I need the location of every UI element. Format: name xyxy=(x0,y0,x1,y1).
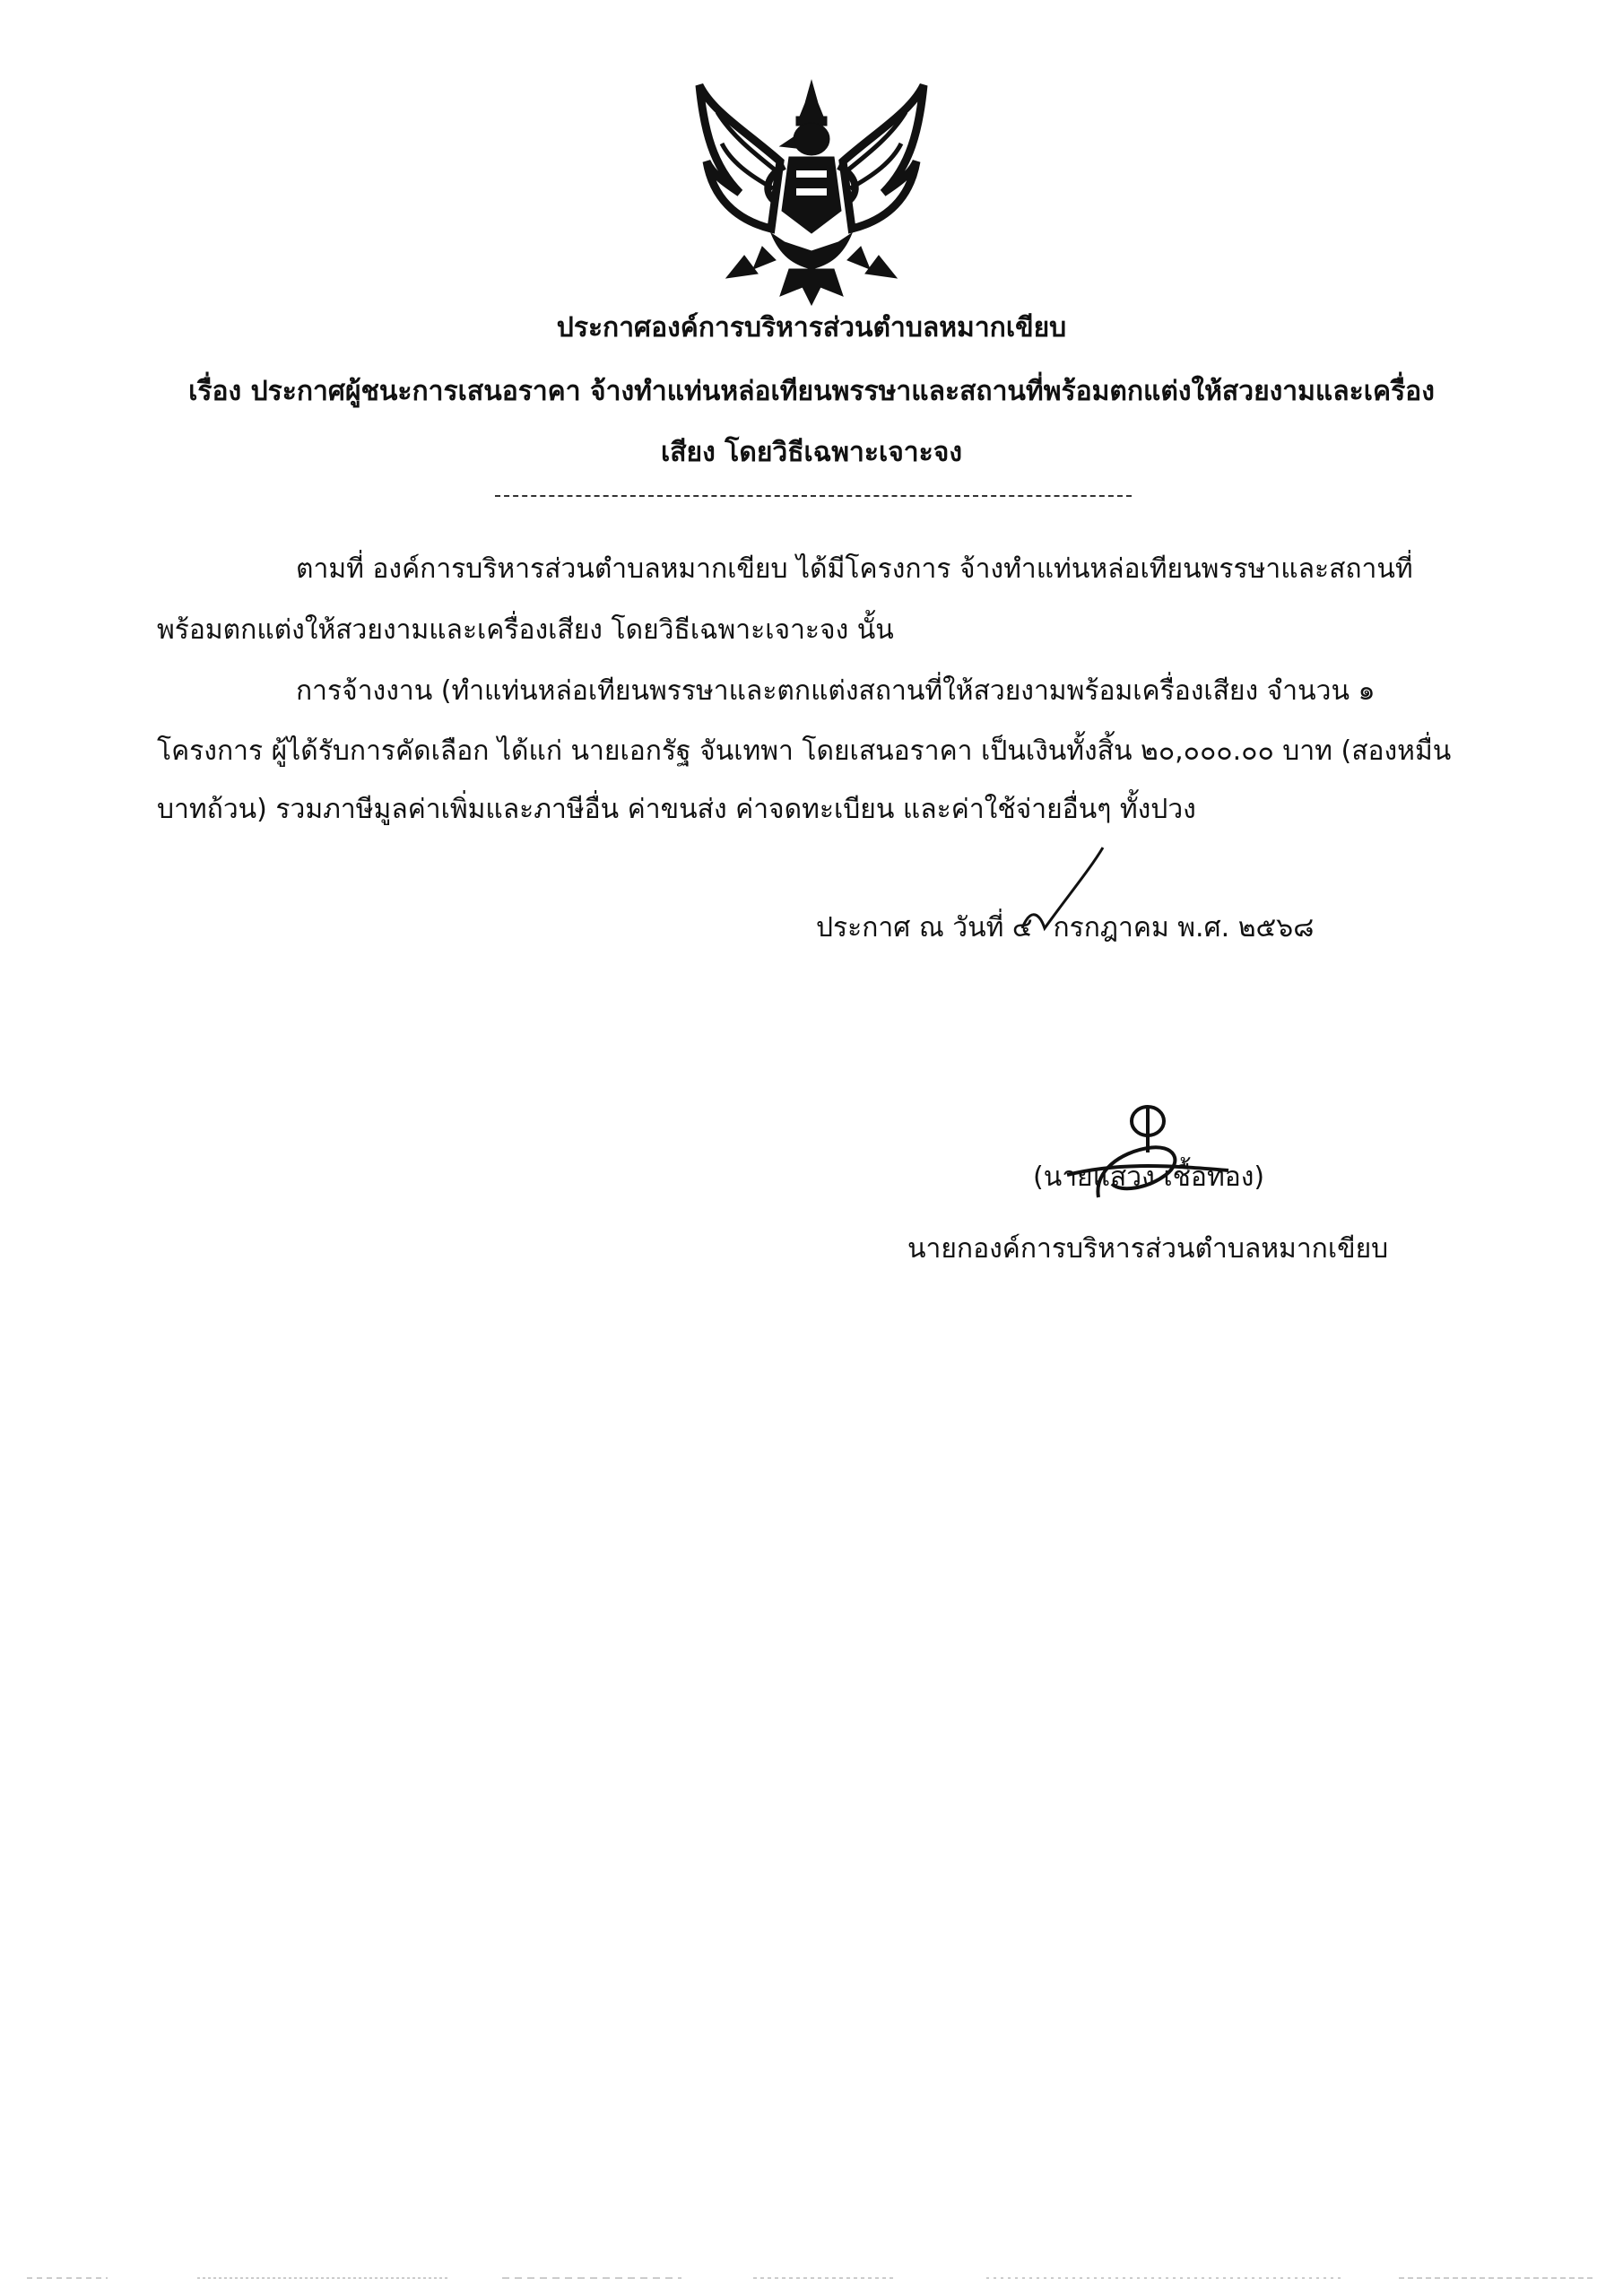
handwritten-date-mark-icon xyxy=(1013,843,1112,942)
section-divider xyxy=(495,495,1132,497)
signatory-name: (นายแสวง เชื้อทอง) xyxy=(1033,1161,1265,1193)
announcement-title: ประกาศองค์การบริหารส่วนตำบลหมากเขียบ xyxy=(556,312,1067,344)
paragraph-2-line-3: บาทถ้วน) รวมภาษีมูลค่าเพิ่มและภาษีอื่น ค่าขนส่ง ค่าจดทะเบียน และค่าใช้จ่ายอื่นๆ ทั้งปวง xyxy=(157,794,1196,825)
garuda-emblem-icon xyxy=(690,76,933,314)
subject-line-continued: เสียง โดยวิธีเฉพาะเจาะจง xyxy=(660,437,962,468)
paragraph-1-line-2: พร้อมตกแต่งให้สวยงามและเครื่องเสียง โดยวิธีเฉพาะเจาะจง นั้น xyxy=(157,614,894,646)
paragraph-2-line-2: โครงการ ผู้ได้รับการคัดเลือก ได้แก่ นายเอกรัฐ จันเทพา โดยเสนอราคา เป็นเงินทั้งสิ้น ๒๐,๐๐๐.๐๐ บาท (สองหมื่น xyxy=(157,735,1452,767)
date-month-year: กรกฎาคม พ.ศ. ๒๕๖๘ xyxy=(1053,912,1315,944)
signatory-position: นายกองค์การบริหารส่วนตำบลหมากเขียบ xyxy=(907,1233,1389,1265)
scan-noise xyxy=(0,2269,1623,2287)
subject-line: เรื่อง ประกาศผู้ชนะการเสนอราคา จ้างทำแท่นหล่อเทียนพรรษาและสถานที่พร้อมตกแต่งให้สวยงามและเครื่อง xyxy=(188,376,1435,407)
date-day: ๔ xyxy=(1011,912,1033,944)
date-prefix: ประกาศ ณ วันที่ xyxy=(816,912,1004,944)
paragraph-1-line-1: ตามที่ องค์การบริหารส่วนตำบลหมากเขียบ ได้มีโครงการ จ้างทำแท่นหล่อเทียนพรรษาและสถานที่ xyxy=(296,553,1413,585)
paragraph-2-line-1: การจ้างงาน (ทำแท่นหล่อเทียนพรรษาและตกแต่งสถานที่ให้สวยงามพร้อมเครื่องเสียง จำนวน ๑ xyxy=(296,675,1376,707)
